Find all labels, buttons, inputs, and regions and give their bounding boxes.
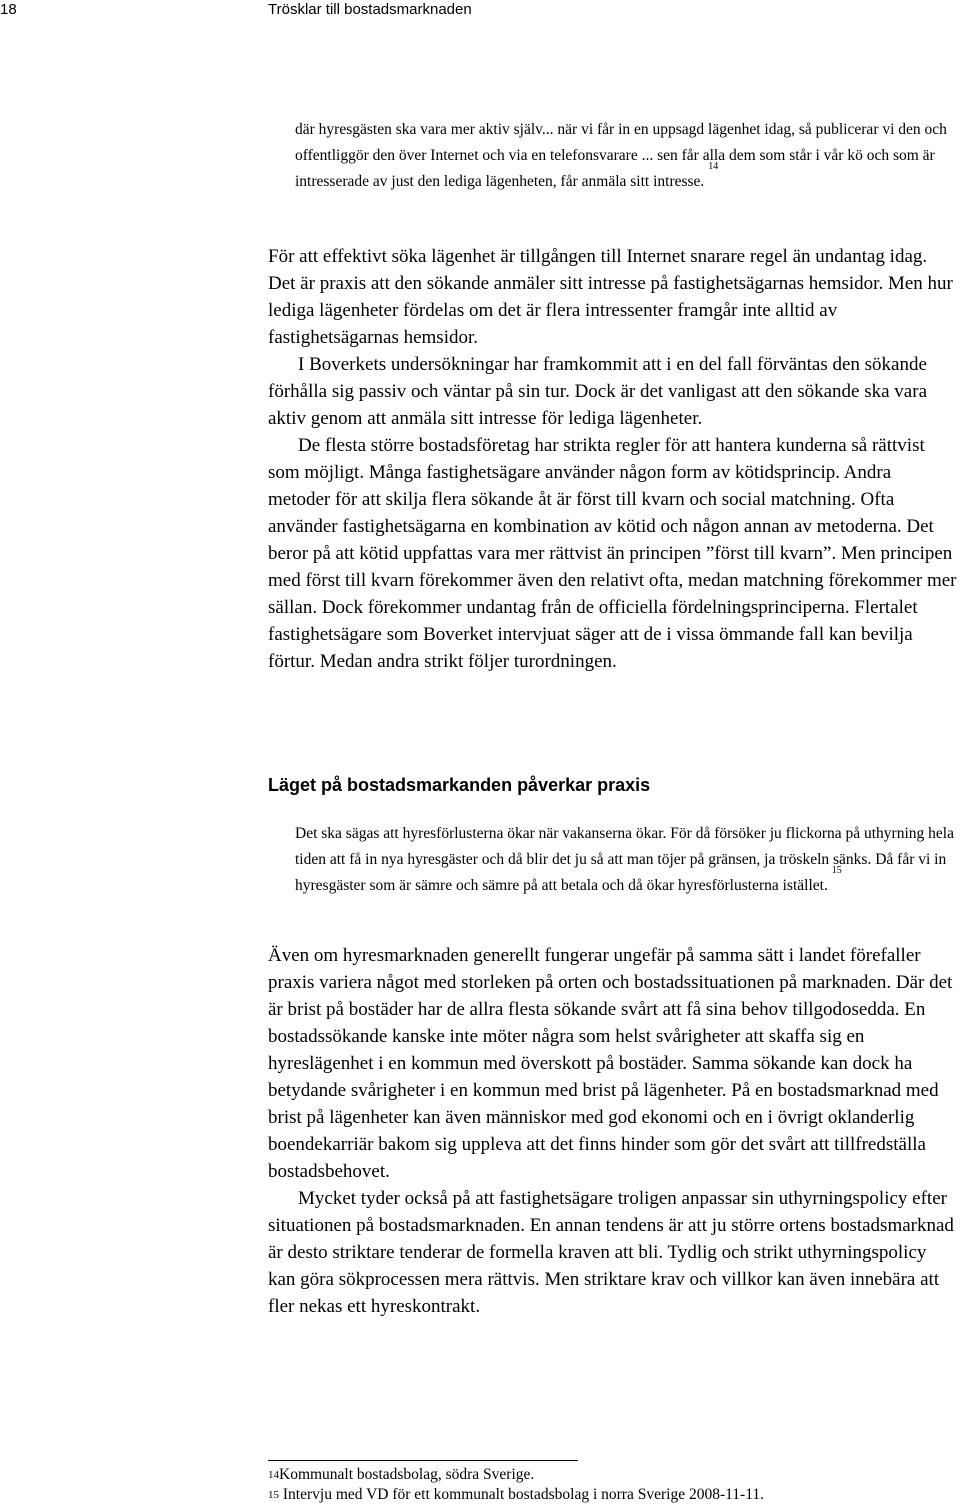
footnotes: [268, 1465, 958, 1505]
block-quote-1: [295, 117, 960, 195]
quote-2-text: Det ska sägas att hyresförlusterna ökar när vakanserna ökar. För då försöker ju flickorna på uthyrning hela tiden att få in nya hyresgäster och då blir det ju så att man töjer på gränsen, ja tröskeln sänks. Då får vi in hyresgäster som är sämre och sämre på att betala och då ökar hyresförlusterna istället.: [295, 825, 954, 894]
footnote-15: [268, 1485, 958, 1505]
page-number: 18: [0, 1, 17, 18]
footnote-ref-15: 15: [831, 865, 842, 876]
block-quote-2: [295, 821, 960, 899]
body-section-1: [268, 243, 958, 675]
section-heading: Läget på bostadsmarkanden påverkar praxis: [268, 775, 651, 795]
footnote-text: Kommunalt bostadsbolag, södra Sverige.: [279, 1466, 535, 1483]
paragraph: De flesta större bostadsföretag har strikta regler för att hantera kunderna så rättvist som möjligt. Många fastighetsägare använder någon form av kötidsprincip. Andra metoder för att skilja flera sökande åt är först till kvarn och social matchning. Ofta använder fastighetsägarna en kombination av kötid och någon annan av metoderna. Det beror på att kötid uppfattas vara mer rättvist än principen ”först till kvarn”. Men principen med först till kvarn förekommer även den relativt ofta, medan matchning förekommer mer sällan. Dock förekommer undantag från de officiella fördelningsprinciperna. Flertalet fastighetsägare som Boverket intervjuat säger att de i vissa ömmande fall kan bevilja förtur. Medan andra strikt följer turordningen.: [268, 435, 957, 672]
paragraph: Även om hyresmarknaden generellt fungerar ungefär på samma sätt i landet förefaller praxis variera något med storleken på orten och bostadssituationen på marknaden. Där det är brist på bostäder har de allra flesta sökande svårt att få sina behov tillgodosedda. En bostadssökande kanske inte möter några som helst svårigheter att skaffa sig en hyreslägenhet i en kommun med överskott på bostäder. Samma sökande kan dock ha betydande svårigheter i en kommun med brist på lägenheter. På en bostadsmarknad med brist på lägenheter kan även människor med god ekonomi och en i övrigt oklanderlig boendekarriär bakom sig uppleva att det finns hinder som gör det svårt att tillfredställa bostadsbehovet.: [268, 945, 953, 1182]
footnote-number: 14: [268, 1469, 279, 1481]
footnote-14: [268, 1465, 958, 1485]
body-section-2: [268, 942, 958, 1320]
quote-1-text: där hyresgästen ska vara mer aktiv själv... när vi får in en uppsagd lägenhet idag, så publicerar vi den och offentliggör den över Internet och via en telefonsvarare ... sen får alla dem som står i vår kö och som är intresserade av just den lediga lägenheten, får anmäla sitt intresse.: [295, 121, 947, 190]
footnote-number: 15: [268, 1489, 279, 1501]
paragraph: I Boverkets undersökningar har framkommit att i en del fall förväntas den sökande förhålla sig passiv och väntar på sin tur. Dock är det vanligast att den sökande ska vara aktiv genom att anmäla sitt intresse för lediga lägenheter.: [268, 354, 927, 429]
page-header: [0, 0, 960, 20]
paragraph: Mycket tyder också på att fastighetsägare troligen anpassar sin uthyrningspolicy efter situationen på bostadsmarknaden. En annan tendens är att ju större ortens bostadsmarknad är desto striktare tenderar de formella kraven att bli. Tydlig och strikt uthyrningspolicy kan göra sökprocessen mera rättvis. Men striktare krav och villkor kan även innebära att fler nekas ett hyreskontrakt.: [268, 1188, 954, 1317]
paragraph: För att effektivt söka lägenhet är tillgången till Internet snarare regel än undantag idag. Det är praxis att den sökande anmäler sitt intresse på fastighetsägarnas hemsidor. Men hur lediga lägenheter fördelas om det är flera intressenter framgår inte alltid av fastighetsägarnas hemsidor.: [268, 246, 953, 348]
footnote-ref-14: 14: [708, 161, 719, 172]
footnote-text: Intervju med VD för ett kommunalt bostadsbolag i norra Sverige 2008-11-11.: [282, 1486, 764, 1503]
running-title: Trösklar till bostadsmarknaden: [268, 1, 472, 18]
footnote-divider: [268, 1460, 578, 1461]
